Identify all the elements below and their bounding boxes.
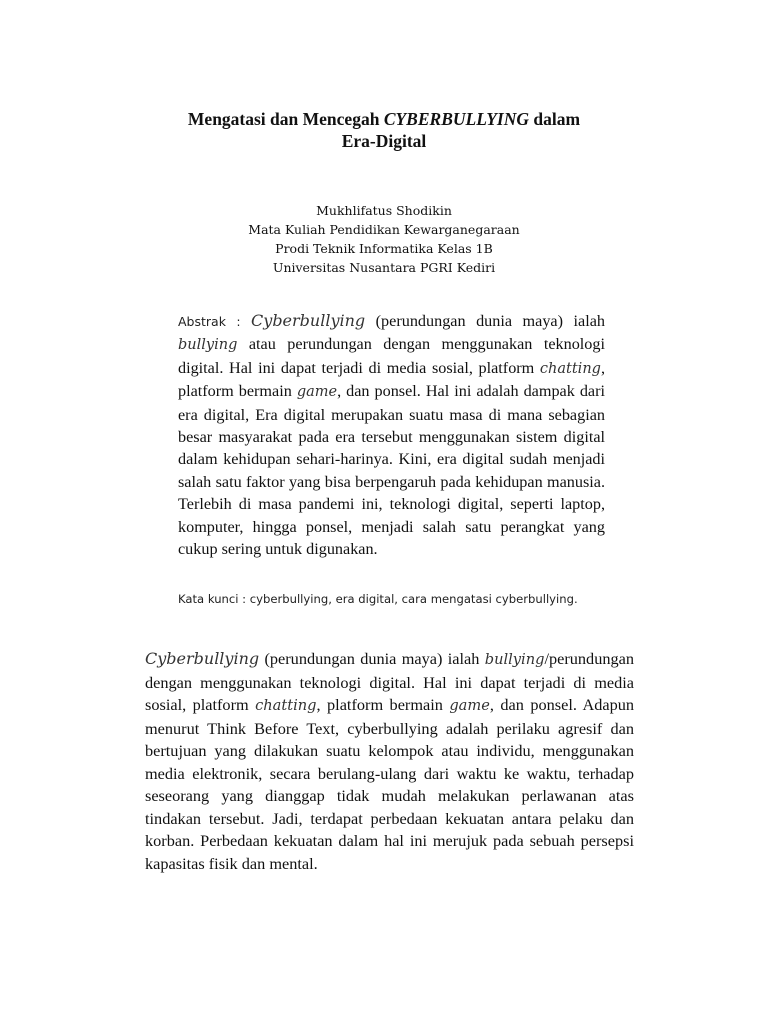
- body-paragraph: [145, 648, 634, 875]
- abstract-game: game: [296, 384, 338, 401]
- abstract-chatting: chatting: [539, 360, 601, 377]
- author-program: Prodi Teknik Informatika Kelas 1B: [275, 241, 493, 256]
- abstract-paragraph: [178, 310, 605, 560]
- author-block: [0, 201, 768, 277]
- body-text-4: , dan ponsel. Adapun menurut Think Before Text, cyberbullying adalah perilaku agresif dan bertujuan yang dilakukan suatu kelompok atau individu, menggunakan media elektronik, secara berulang-ulang dari waktu ke waktu, terhadap seseorang yang dianggap tidak mudah melakukan perlawanan atas tindakan tersebut. Jadi, terdapat perbedaan kekuatan antara pelaku dan korban. Perbedaan kekuatan dalam hal ini merujuk pada sebuah persepsi kapasitas fisik dan mental.: [145, 695, 635, 873]
- body-text-3: , platform bermain: [316, 695, 450, 714]
- body-game: game: [449, 697, 490, 714]
- title-emphasis: CYBERBULLYING: [383, 109, 530, 129]
- title-line-2: Era-Digital: [341, 131, 427, 151]
- body-text-2: /perundungan dengan menggunakan teknologi digital. Hal ini dapat terjadi di media sosial, platform: [145, 649, 634, 714]
- author-university: Universitas Nusantara PGRI Kediri: [272, 260, 496, 275]
- abstract-label: Abstrak: [178, 314, 226, 329]
- abstract-text-3: , platform bermain: [178, 358, 605, 401]
- title-text-pre: Mengatasi dan Mencegah: [187, 109, 384, 129]
- title-text-post: dalam: [529, 109, 581, 129]
- abstract-text-2: atau perundungan dengan menggunakan teknologi digital. Hal ini dapat terjadi di media sosial, platform: [178, 335, 605, 377]
- abstract-term: Cyberbullying: [251, 311, 366, 330]
- abstract-text-4: , dan ponsel. Hal ini adalah dampak dari era digital, Era digital merupakan suatu masa di mana sebagian besar masyarakat pada era tersebut menggunakan sistem digital dalam kehidupan sehari-harinya. Kini, era digital sudah menjadi salah satu faktor yang bisa berpengaruh pada kehidupan manusia. Terlebih di masa pandemi ini, teknologi digital, seperti laptop, komputer, hingga ponsel, menjadi salah satu perangkat yang cukup sering untuk digunakan.: [178, 382, 606, 559]
- document-title: [0, 108, 768, 152]
- author-course: Mata Kuliah Pendidikan Kewarganegaraan: [248, 222, 520, 237]
- author-name: Mukhlifatus Shodikin: [316, 203, 452, 218]
- body-term: Cyberbullying: [145, 649, 260, 668]
- body-bullying: bullying: [484, 651, 545, 668]
- keywords-line: Kata kunci : cyberbullying, era digital, cara mengatasi cyberbullying.: [178, 592, 578, 606]
- abstract-separator: :: [225, 314, 252, 329]
- title-line-1: [0, 108, 768, 130]
- abstract-bullying: bullying: [178, 337, 238, 354]
- body-text-1: (perundungan dunia maya) ialah: [259, 649, 485, 668]
- abstract-text-1: (perundungan dunia maya) ialah: [365, 312, 605, 330]
- body-chatting: chatting: [255, 697, 317, 714]
